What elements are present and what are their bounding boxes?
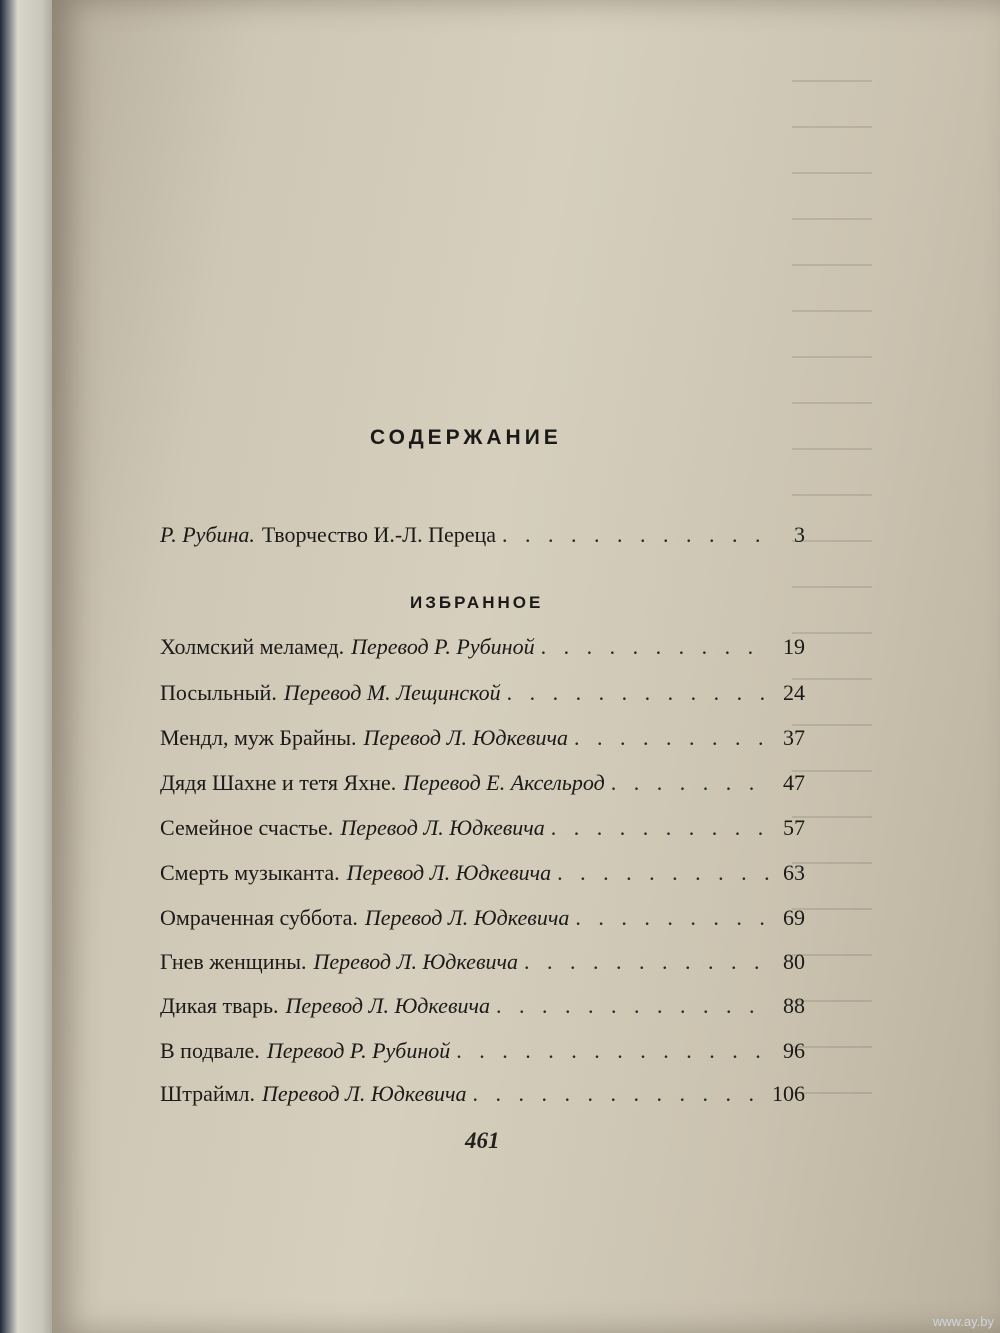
entry-page: 19 (783, 634, 805, 659)
leader-dots (524, 949, 771, 975)
entry-title: Омраченная суббота. (160, 905, 358, 930)
entry-title: Посыльный. (160, 680, 277, 705)
entry-translator: Перевод Е. Аксельрод (403, 770, 605, 795)
entry-translator: Перевод Р. Рубиной (266, 1038, 451, 1063)
toc-entry (160, 905, 805, 935)
entry-translator: Перевод Л. Юдкевича (262, 1081, 467, 1106)
watermark: www.ay.by (932, 1314, 994, 1329)
leader-dots (574, 725, 771, 751)
entry-translator: Перевод Л. Юдкевича (364, 905, 570, 930)
leader-dots (456, 1038, 771, 1064)
leader-dots (472, 1081, 766, 1107)
toc-entry (160, 634, 805, 664)
section-heading: ИЗБРАННОЕ (410, 593, 544, 612)
toc-entry (160, 680, 805, 710)
entry-page: 24 (783, 680, 805, 705)
toc-entry (160, 993, 805, 1023)
leader-dots (496, 993, 771, 1019)
page-title: СОДЕРЖАНИЕ (370, 426, 562, 449)
toc-entry (160, 725, 805, 755)
entry-translator: Перевод Л. Юдкевича (285, 993, 490, 1018)
entry-page: 80 (783, 949, 805, 974)
entry-page: 63 (783, 860, 805, 885)
toc-entry (160, 770, 805, 800)
entry-translator: Перевод Л. Юдкевича (313, 949, 518, 974)
entry-page: 69 (783, 905, 805, 930)
leader-dots (557, 860, 771, 886)
toc-entry (160, 815, 805, 845)
entry-page: 47 (783, 770, 805, 795)
entry-title: Гнев женщины. (160, 949, 307, 974)
entry-title: Дикая тварь. (160, 993, 279, 1018)
entry-translator: Перевод Л. Юдкевича (346, 860, 552, 885)
toc-entry (160, 1081, 805, 1111)
page-number: 461 (465, 1128, 500, 1153)
intro-entry (160, 522, 805, 552)
entry-title: Холмский меламед. (160, 634, 345, 659)
toc-entry (160, 949, 805, 979)
entry-translator: Перевод Р. Рубиной (351, 634, 535, 659)
entry-translator: Перевод М. Лещинской (283, 680, 501, 705)
entry-title: Семейное счастье. (160, 815, 334, 840)
leader-dots (541, 634, 771, 660)
entry-page: 106 (772, 1081, 805, 1106)
entry-page: 37 (783, 725, 805, 750)
leader-dots (507, 680, 771, 706)
entry-title: Смерть музыканта. (160, 860, 340, 885)
entry-title: Мендл, муж Брайны. (160, 725, 357, 750)
leader-dots (611, 770, 771, 796)
leader-dots (575, 905, 771, 931)
entry-page: 96 (783, 1038, 805, 1063)
entry-translator: Перевод Л. Юдкевича (340, 815, 545, 840)
toc-entry (160, 860, 805, 890)
intro-author: Р. Рубина. (160, 522, 255, 547)
intro-title: Творчество И.-Л. Переца (261, 522, 497, 547)
entry-title: Штраймл. (160, 1081, 256, 1106)
entry-page: 57 (783, 815, 805, 840)
intro-page: 3 (794, 522, 805, 547)
entry-translator: Перевод Л. Юдкевича (363, 725, 569, 750)
leader-dots (551, 815, 771, 841)
entry-title: Дядя Шахне и тетя Яхне. (160, 770, 397, 795)
leader-dots (502, 522, 771, 548)
entry-page: 88 (783, 993, 805, 1018)
toc-entry (160, 1038, 805, 1068)
entry-title: В подвале. (160, 1038, 260, 1063)
